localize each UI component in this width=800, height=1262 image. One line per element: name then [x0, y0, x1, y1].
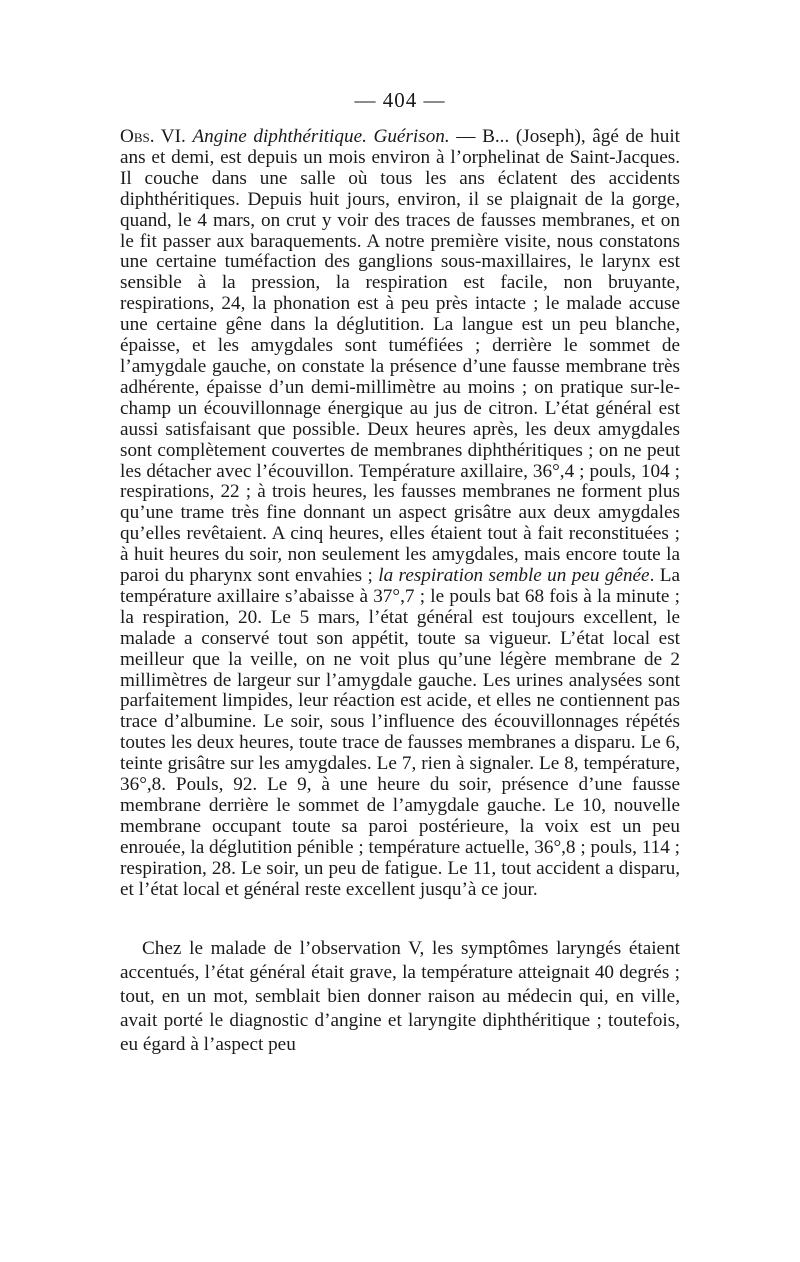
- observation-italic-phrase: la respiration semble un peu gênée: [378, 565, 650, 587]
- observation-label: Obs. VI.: [120, 126, 186, 147]
- observation-title: Angine diphthéritique. Guérison.: [192, 126, 450, 147]
- body-paragraph: Chez le malade de l’observation V, les symptômes laryngés étaient accentués, l’état général était grave, la température atteignait 40 degrés ; tout, en un mot, semblait bien donner raison au médecin qui, en ville, avait porté le diagnostic d’angine et laryngite diphthéritique ; toutefois, eu égard à l’aspect peu: [120, 937, 680, 1055]
- observation-paragraph: [120, 127, 680, 901]
- book-page: [120, 88, 680, 1057]
- page-number: — 404 —: [354, 88, 446, 112]
- observation-text-part-1: — B... (Joseph), âgé de huit ans et demi, est depuis un mois environ à l’orphelinat de Saint-Jacques. Il couche dans une salle où tous les ans éclatent des accidents diphthéritiques. Depuis huit jours, environ, il se plaignait de la gorge, quand, le 4 mars, on crut y voir des traces de fausses membranes, et on le fit passer aux baraquements. A notre première visite, nous constatons une certaine tuméfaction des ganglions sous-maxillaires, le larynx est sensible à la pression, la respiration est facile, non bruyante, respirations, 24, la phonation est à peu près intacte ; le malade accuse une certaine gêne dans la déglutition. La langue est un peu blanche, épaisse, et les amygdales sont tuméfiées ; derrière le sommet de l’amygdale gauche, on constate la présence d’une fausse membrane très adhérente, épaisse d’un demi-millimètre au moins ; on pratique sur-le-champ un écouvillonnage énergique au jus de citron. L’état général est aussi satisfaisant que possible. Deux heures après, les deux amygdales sont complètement couvertes de membranes diphthéritiques ; on ne peut les détacher avec l’écouvillon. Température axillaire, 36°,4 ; pouls, 104 ; respirations, 22 ; à trois heures, les fausses membranes ne forment plus qu’une trame très fine donnant un aspect grisâtre aux deux amygdales qu’elles revêtaient. A cinq heures, elles étaient tout à fait reconstituées ; à huit heures du soir, non seulement les amygdales, mais encore toute la paroi du pharynx sont envahies ;: [120, 126, 680, 587]
- observation-text-part-2: . La température axillaire s’abaisse à 37°,7 ; le pouls bat 68 fois à la minute ; la respiration, 20. Le 5 mars, l’état général est toujours excellent, le malade a conservé tout son appétit, toute sa vigueur. L’état local est meilleur que la veille, on ne voit plus qu’une légère membrane de 2 millimètres de largeur sur l’amygdale gauche. Les urines analysées sont parfaitement limpides, leur réaction est acide, et elles ne contiennent pas trace d’albumine. Le soir, sous l’influence des écouvillonnages répétés toutes les deux heures, toute trace de fausses membranes a disparu. Le 6, teinte grisâtre sur les amygdales. Le 7, rien à signaler. Le 8, température, 36°,8. Pouls, 92. Le 9, à une heure du soir, présence d’une fausse membrane derrière le sommet de l’amygdale gauche. Le 10, nouvelle membrane occupant toute sa paroi postérieure, la voix est un peu enrouée, la déglutition pénible ; température actuelle, 36°,8 ; pouls, 114 ; respiration, 28. Le soir, un peu de fatigue. Le 11, tout accident a disparu, et l’état local et général reste excellent jusqu’à ce jour.: [120, 565, 680, 900]
